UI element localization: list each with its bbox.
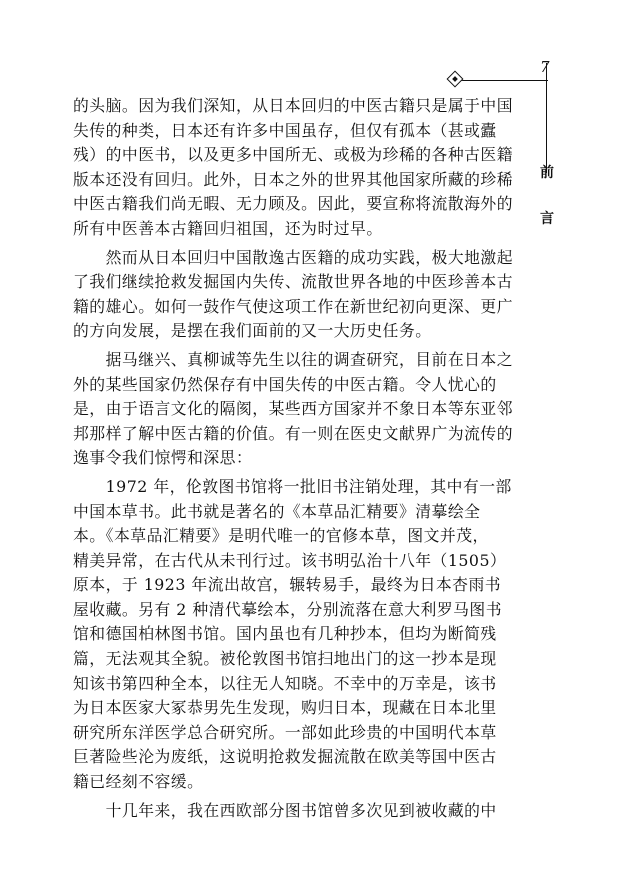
paragraph bbox=[73, 94, 529, 242]
text-line: 逸事令我们惊愕和深思： bbox=[73, 448, 253, 468]
side-section-label bbox=[532, 150, 562, 242]
text-line: 的方向发展，是摆在我们面前的又一大历史任务。 bbox=[73, 321, 432, 341]
text-line: 1972 年，伦敦图书馆将一批旧书注销处理，其中有一部 bbox=[73, 476, 512, 496]
text-line: 中国本草书。此书就是著名的《本草品汇精要》清摹绘全 bbox=[73, 501, 481, 521]
text-line: 邦那样了解中医古籍的价值。有一则在医史文献界广为流传的 bbox=[73, 423, 514, 443]
text-line: 是，由于语言文化的隔阂，某些西方国家并不象日本等东亚邻 bbox=[73, 399, 514, 419]
side-label-char: 言 bbox=[540, 211, 554, 227]
text-line: 了我们继续抢救发掘国内失传、流散世界各地的中医珍善本古 bbox=[73, 272, 514, 292]
text-line: 馆和德国柏林图书馆。国内虽也有几种抄本，但均为断简残 bbox=[73, 624, 497, 644]
text-line: 十几年来，我在西欧部分图书馆曾多次见到被收藏的中 bbox=[73, 800, 497, 820]
text-line: 失传的种类，日本还有许多中国虽存，但仅有孤本（甚或蠹 bbox=[73, 120, 497, 140]
side-label-char: 前 bbox=[540, 165, 554, 181]
text-line: 残）的中医书，以及更多中国所无、或极为珍稀的各种古医籍 bbox=[73, 145, 514, 165]
text-line: 为日本医家大冢恭男先生发现，购归日本，现藏在日本北里 bbox=[73, 698, 497, 718]
text-line: 籍的雄心。如何一鼓作气使这项工作在新世纪初向更深、更广 bbox=[73, 296, 514, 316]
text-line: 据马继兴、真柳诚等先生以往的调查研究，目前在日本之 bbox=[73, 349, 514, 369]
paragraph bbox=[73, 246, 529, 344]
paragraph bbox=[73, 475, 529, 795]
page-number: 7 bbox=[540, 58, 550, 76]
text-line: 巨著险些沦为废纸，这说明抢救发掘流散在欧美等国中医古 bbox=[73, 747, 497, 767]
body-text bbox=[73, 94, 529, 823]
text-line: 研究所东洋医学总合研究所。一部如此珍贵的中国明代本草 bbox=[73, 722, 497, 742]
header-rule bbox=[456, 80, 548, 81]
text-line: 精美异常，在古代从未刊行过。该书明弘治十八年（1505） bbox=[73, 550, 507, 570]
text-line: 然而从日本回归中国散逸古医籍的成功实践，极大地激起 bbox=[73, 247, 514, 267]
diamond-ornament-icon bbox=[447, 71, 464, 88]
text-line: 版本还没有回归。此外，日本之外的世界其他国家所藏的珍稀 bbox=[73, 169, 514, 189]
text-line: 篇，无法观其全貌。被伦敦图书馆扫地出门的这一抄本是现 bbox=[73, 649, 497, 669]
text-line: 知该书第四种全本，以往无人知晓。不幸中的万幸是，该书 bbox=[73, 673, 497, 693]
text-line: 原本，于 1923 年流出故宫，辗转易手，最终为日本杏雨书 bbox=[73, 575, 502, 595]
paragraph bbox=[73, 348, 529, 471]
text-line: 所有中医善本古籍回归祖国，还为时过早。 bbox=[73, 218, 383, 238]
text-line: 外的某些国家仍然保存有中国失传的中医古籍。令人忧心的 bbox=[73, 374, 497, 394]
text-line: 中医古籍我们尚无暇、无力顾及。因此，要宣称将流散海外的 bbox=[73, 194, 514, 214]
text-line: 籍已经刻不容缓。 bbox=[73, 772, 204, 792]
text-line: 屋收藏。另有 2 种清代摹绘本，分别流落在意大利罗马图书 bbox=[73, 599, 503, 619]
text-line: 的头脑。因为我们深知，从日本回归的中医古籍只是属于中国 bbox=[73, 96, 514, 115]
text-line: 本。《本草品汇精要》是明代唯一的官修本草，图文并茂， bbox=[73, 526, 489, 546]
paragraph bbox=[73, 799, 529, 824]
